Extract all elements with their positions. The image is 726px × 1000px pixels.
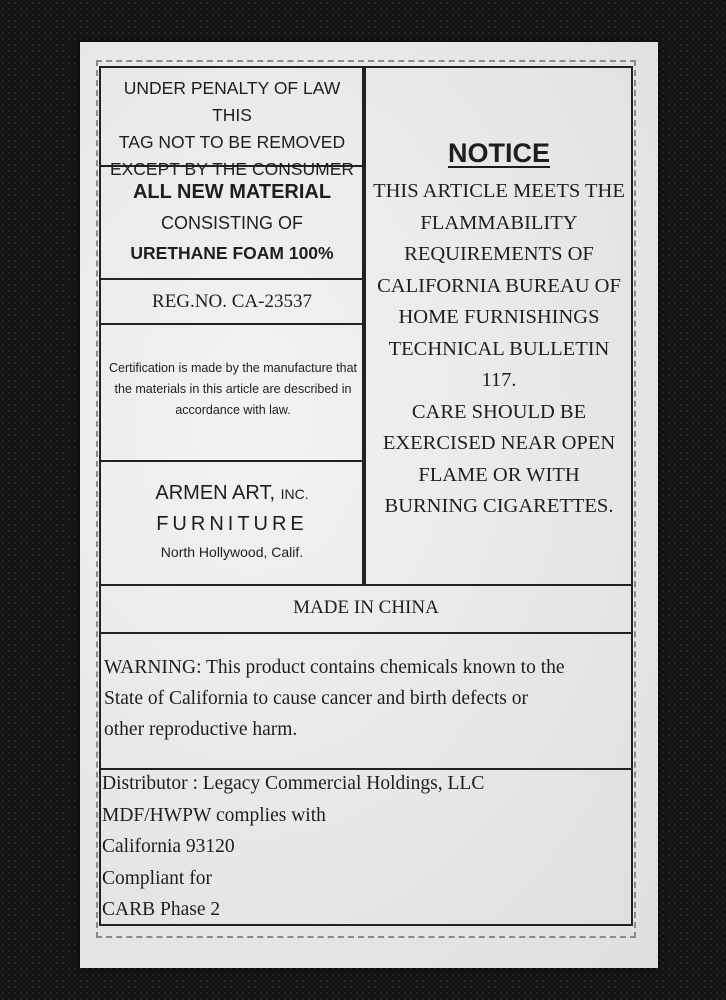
warning-line: WARNING: This product contains chemicals known to the [104, 657, 565, 678]
country-of-origin: MADE IN CHINA [293, 597, 439, 618]
distributor-line: California 93120 [102, 836, 235, 857]
divider-line [100, 278, 362, 280]
manufacturer-location: North Hollywood, Calif. [160, 544, 304, 560]
distributor-line: Distributor : Legacy Commercial Holdings, LLC [102, 773, 485, 794]
manufacturer-name: ARMEN ART, [155, 482, 276, 504]
material-info [102, 177, 362, 267]
notice-line: FLAMMABILITY [420, 211, 578, 234]
penalty-line: TAG NOT TO BE REMOVED [118, 132, 346, 152]
certification-line: Certification is made by the manufacture that [108, 361, 358, 375]
registration-number: REG.NO. CA-23537 [152, 291, 312, 312]
penalty-line: EXCEPT BY THE CONSUMER [109, 159, 355, 179]
notice-body [366, 176, 632, 523]
certification-text [104, 358, 362, 421]
certification-line: the materials in this article are described in [114, 382, 352, 396]
distributor-line: Compliant for [102, 867, 212, 889]
warning-line: State of California to cause cancer and birth defects or [104, 688, 528, 709]
notice-line: FLAME OR WITH [418, 463, 580, 486]
notice-line: CARE SHOULD BE [411, 400, 587, 423]
manufacturer-info [102, 478, 362, 565]
manufacturer-line2: FURNITURE [156, 513, 308, 535]
notice-line: EXERCISED NEAR OPEN [382, 432, 616, 454]
penalty-notice [102, 75, 362, 183]
distributor-info [102, 768, 630, 926]
penalty-line: UNDER PENALTY OF LAW THIS [123, 78, 341, 125]
material-consisting: CONSISTING OF [160, 213, 303, 233]
notice-line: HOME FURNISHINGS [398, 306, 600, 328]
manufacturer-suffix: INC. [280, 486, 309, 502]
distributor-line: MDF/HWPW complies with [102, 804, 326, 826]
divider-line [100, 584, 632, 586]
notice-line: 117. [481, 369, 517, 391]
divider-line [100, 323, 362, 325]
certification-line: accordance with law. [175, 403, 291, 417]
material-content: URETHANE FOAM 100% [130, 243, 334, 263]
warning-line: other reproductive harm. [104, 719, 298, 740]
divider-line [100, 632, 632, 634]
notice-line: CALIFORNIA BUREAU OF [377, 274, 621, 297]
distributor-line: CARB Phase 2 [102, 899, 221, 920]
notice-line: BURNING CIGARETTES. [384, 495, 614, 517]
prop65-warning [104, 652, 632, 745]
notice-line: TECHNICAL BULLETIN [388, 337, 610, 360]
notice-line: THIS ARTICLE MEETS THE [373, 180, 625, 202]
material-heading: ALL NEW MATERIAL [132, 181, 332, 203]
notice-title: NOTICE [447, 138, 550, 168]
notice-line: REQUIREMENTS OF [404, 243, 594, 265]
divider-line [100, 460, 362, 462]
